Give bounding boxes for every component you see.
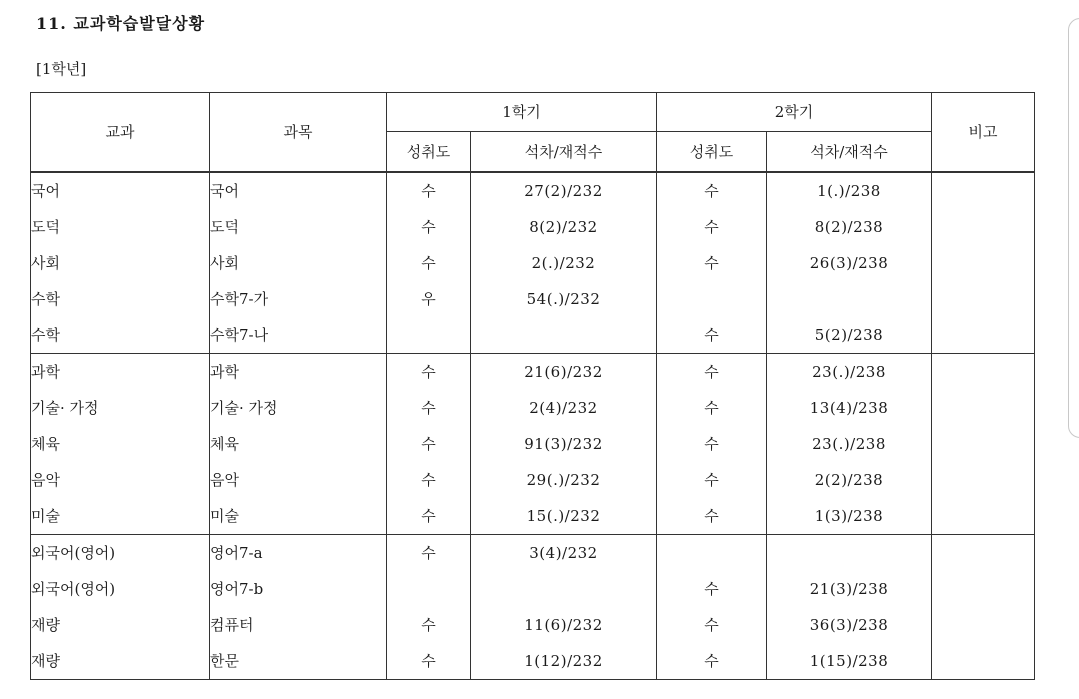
table-header [31, 93, 1035, 173]
table-row [31, 354, 1035, 391]
cell-course: 수학7-가 [210, 281, 387, 317]
row-group [31, 172, 1035, 354]
cell-term2-achievement: 수 [657, 209, 767, 245]
cell-term1-achievement [387, 571, 471, 607]
cell-subject-area: 재량 [31, 643, 210, 680]
cell-course: 국어 [210, 172, 387, 209]
cell-term1-rank: 27(2)/232 [471, 172, 657, 209]
cell-term2-achievement: 수 [657, 317, 767, 354]
header-term2-achievement: 성취도 [657, 132, 767, 173]
table-row [31, 245, 1035, 281]
cell-term2-achievement: 수 [657, 643, 767, 680]
row-group [31, 354, 1035, 535]
cell-subject-area: 미술 [31, 498, 210, 535]
cell-term1-rank: 8(2)/232 [471, 209, 657, 245]
cell-remarks [932, 607, 1035, 643]
cell-term2-achievement: 수 [657, 172, 767, 209]
cell-remarks [932, 462, 1035, 498]
cell-course: 수학7-나 [210, 317, 387, 354]
cell-term2-rank: 26(3)/238 [767, 245, 932, 281]
header-term1-rank: 석차/재적수 [471, 132, 657, 173]
table-row [31, 172, 1035, 209]
header-remarks: 비고 [932, 93, 1035, 173]
scrollbar[interactable] [1068, 18, 1079, 438]
cell-subject-area: 외국어(영어) [31, 535, 210, 572]
table-row [31, 462, 1035, 498]
cell-term1-achievement: 수 [387, 498, 471, 535]
cell-course: 과학 [210, 354, 387, 391]
cell-term1-achievement: 수 [387, 426, 471, 462]
cell-subject-area: 기술· 가정 [31, 390, 210, 426]
cell-term1-rank [471, 317, 657, 354]
grade-year-label: [1학년] [36, 60, 87, 78]
cell-term1-rank: 2(.)/232 [471, 245, 657, 281]
cell-term2-rank: 1(15)/238 [767, 643, 932, 680]
table-row [31, 426, 1035, 462]
cell-term1-rank [471, 571, 657, 607]
table-row [31, 209, 1035, 245]
cell-remarks [932, 426, 1035, 462]
cell-term1-rank: 21(6)/232 [471, 354, 657, 391]
table-row [31, 498, 1035, 535]
cell-term2-rank: 8(2)/238 [767, 209, 932, 245]
cell-term1-rank: 54(.)/232 [471, 281, 657, 317]
cell-term1-rank: 3(4)/232 [471, 535, 657, 572]
table-row [31, 607, 1035, 643]
cell-remarks [932, 354, 1035, 391]
cell-remarks [932, 281, 1035, 317]
header-term2: 2학기 [657, 93, 932, 132]
cell-term1-achievement: 수 [387, 535, 471, 572]
cell-term2-rank [767, 535, 932, 572]
cell-term1-achievement: 수 [387, 245, 471, 281]
cell-term2-achievement: 수 [657, 462, 767, 498]
cell-term1-rank: 15(.)/232 [471, 498, 657, 535]
cell-term1-achievement: 수 [387, 643, 471, 680]
cell-term2-achievement: 수 [657, 354, 767, 391]
cell-term2-rank: 36(3)/238 [767, 607, 932, 643]
cell-subject-area: 재량 [31, 607, 210, 643]
cell-remarks [932, 571, 1035, 607]
cell-term1-achievement [387, 317, 471, 354]
cell-term2-achievement: 수 [657, 390, 767, 426]
cell-remarks [932, 643, 1035, 680]
cell-term2-rank: 5(2)/238 [767, 317, 932, 354]
cell-course: 미술 [210, 498, 387, 535]
cell-remarks [932, 535, 1035, 572]
cell-course: 사회 [210, 245, 387, 281]
cell-term2-rank: 13(4)/238 [767, 390, 932, 426]
header-subject-area: 교과 [31, 93, 210, 173]
table-row [31, 317, 1035, 354]
header-term1: 1학기 [387, 93, 657, 132]
cell-term1-rank: 29(.)/232 [471, 462, 657, 498]
cell-term1-rank: 1(12)/232 [471, 643, 657, 680]
cell-term2-achievement: 수 [657, 426, 767, 462]
cell-subject-area: 국어 [31, 172, 210, 209]
table-row [31, 643, 1035, 680]
cell-term1-rank: 2(4)/232 [471, 390, 657, 426]
header-term1-achievement: 성취도 [387, 132, 471, 173]
row-group [31, 535, 1035, 680]
cell-remarks [932, 209, 1035, 245]
cell-term1-achievement: 수 [387, 462, 471, 498]
cell-term1-achievement: 수 [387, 209, 471, 245]
cell-remarks [932, 172, 1035, 209]
cell-term2-rank: 23(.)/238 [767, 354, 932, 391]
cell-term2-rank [767, 281, 932, 317]
cell-term1-rank: 11(6)/232 [471, 607, 657, 643]
cell-term2-rank: 1(3)/238 [767, 498, 932, 535]
cell-subject-area: 음악 [31, 462, 210, 498]
cell-course: 기술· 가정 [210, 390, 387, 426]
cell-course: 컴퓨터 [210, 607, 387, 643]
cell-subject-area: 체육 [31, 426, 210, 462]
cell-course: 한문 [210, 643, 387, 680]
cell-subject-area: 수학 [31, 317, 210, 354]
cell-course: 영어7-a [210, 535, 387, 572]
cell-subject-area: 외국어(영어) [31, 571, 210, 607]
section-heading: 11. 교과학습발달상황 [36, 14, 206, 33]
cell-term2-rank: 21(3)/238 [767, 571, 932, 607]
cell-subject-area: 과학 [31, 354, 210, 391]
cell-term2-achievement: 수 [657, 245, 767, 281]
cell-remarks [932, 245, 1035, 281]
table-row [31, 535, 1035, 572]
cell-remarks [932, 317, 1035, 354]
cell-term2-rank: 23(.)/238 [767, 426, 932, 462]
cell-term1-achievement: 우 [387, 281, 471, 317]
cell-term2-achievement: 수 [657, 498, 767, 535]
cell-term1-achievement: 수 [387, 607, 471, 643]
cell-subject-area: 도덕 [31, 209, 210, 245]
cell-course: 체육 [210, 426, 387, 462]
cell-course: 영어7-b [210, 571, 387, 607]
grades-table [30, 92, 1035, 680]
cell-term2-achievement: 수 [657, 571, 767, 607]
cell-term1-achievement: 수 [387, 354, 471, 391]
cell-subject-area: 사회 [31, 245, 210, 281]
cell-term1-rank: 91(3)/232 [471, 426, 657, 462]
cell-term1-achievement: 수 [387, 390, 471, 426]
table-row [31, 571, 1035, 607]
cell-term2-achievement: 수 [657, 607, 767, 643]
header-term2-rank: 석차/재적수 [767, 132, 932, 173]
header-course: 과목 [210, 93, 387, 173]
cell-subject-area: 수학 [31, 281, 210, 317]
cell-term2-achievement [657, 281, 767, 317]
table-row [31, 390, 1035, 426]
cell-term2-achievement [657, 535, 767, 572]
cell-remarks [932, 498, 1035, 535]
cell-term1-achievement: 수 [387, 172, 471, 209]
cell-term2-rank: 2(2)/238 [767, 462, 932, 498]
table-row [31, 281, 1035, 317]
cell-course: 음악 [210, 462, 387, 498]
cell-term2-rank: 1(.)/238 [767, 172, 932, 209]
cell-course: 도덕 [210, 209, 387, 245]
cell-remarks [932, 390, 1035, 426]
